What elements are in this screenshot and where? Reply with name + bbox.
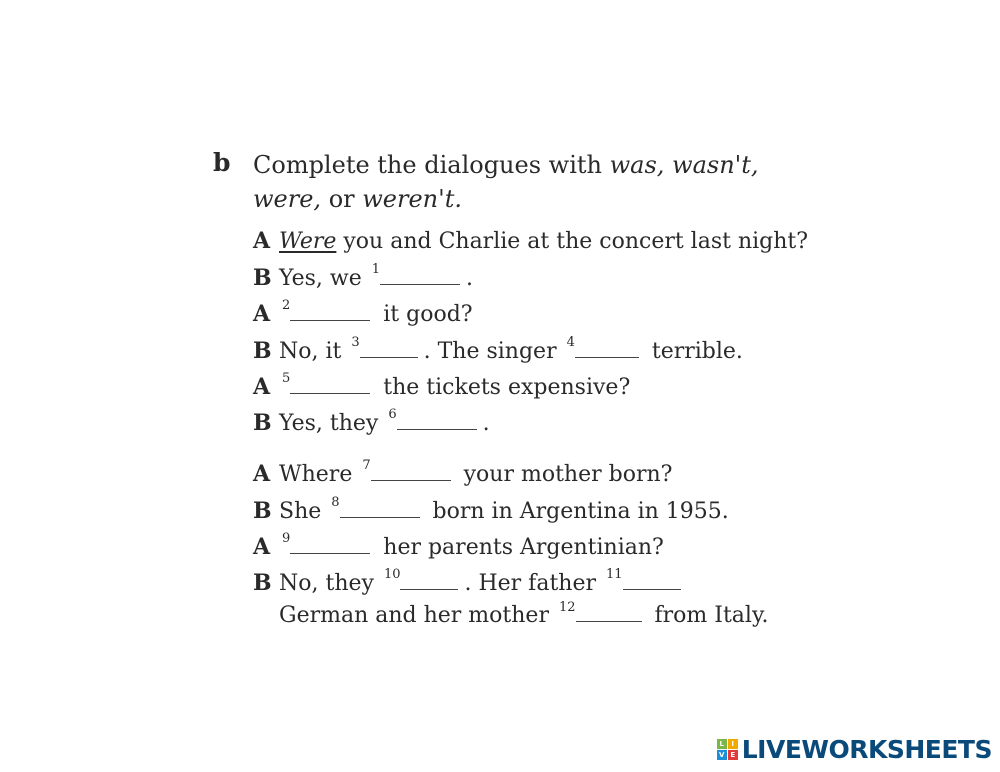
speaker-label: A xyxy=(253,301,271,327)
answer-blank-8[interactable] xyxy=(340,499,420,518)
line-text: it good? xyxy=(376,302,473,327)
gap-number: 9 xyxy=(282,531,291,546)
dialogue-line xyxy=(253,458,673,487)
line-text: from Italy. xyxy=(647,603,769,628)
dialogue-line xyxy=(253,262,474,291)
line-text: you and Charlie at the concert last night? xyxy=(336,229,809,254)
instruction-words: weren't. xyxy=(362,185,462,213)
speaker-label: B xyxy=(253,265,272,291)
gap-number: 6 xyxy=(388,407,397,422)
line-text: terrible. xyxy=(644,339,743,364)
answer-blank-3[interactable] xyxy=(360,339,418,358)
line-text: No, it xyxy=(279,339,349,364)
answer-blank-11[interactable] xyxy=(623,571,681,590)
line-text: Where xyxy=(279,462,360,487)
line-text: . xyxy=(466,266,474,291)
line-text: your mother born? xyxy=(456,462,673,487)
instruction-text: Complete the dialogues with xyxy=(253,151,610,179)
answer-blank-5[interactable] xyxy=(290,375,370,394)
line-text: . xyxy=(482,411,490,436)
gap-number: 4 xyxy=(566,335,575,350)
line-text: She xyxy=(279,499,329,524)
logo-tile: V xyxy=(717,750,727,760)
answer-blank-1[interactable] xyxy=(380,266,460,285)
line-text: No, they xyxy=(279,571,381,596)
speaker-label: B xyxy=(253,498,272,524)
answer-blank-2[interactable] xyxy=(290,302,370,321)
line-text: German and her mother xyxy=(279,603,556,628)
gap-number: 1 xyxy=(371,262,381,277)
dialogue-line xyxy=(253,600,769,628)
logo-tile: E xyxy=(728,750,738,760)
speaker-label: A xyxy=(253,534,271,560)
dialogue-line xyxy=(253,531,664,560)
gap-number: 12 xyxy=(558,600,576,615)
speaker-label: B xyxy=(253,410,272,436)
logo-tile: I xyxy=(728,739,738,749)
line-text: . The singer xyxy=(423,339,564,364)
dialogue-line xyxy=(253,407,490,436)
gap-number: 8 xyxy=(331,495,340,510)
speaker-label: B xyxy=(253,570,272,596)
gap-number: 7 xyxy=(362,458,371,473)
gap-number: 2 xyxy=(282,298,291,313)
instruction-text: or xyxy=(321,185,363,213)
logo-tile: L xyxy=(717,739,727,749)
exercise-letter: b xyxy=(213,148,231,177)
answer-blank-4[interactable] xyxy=(575,339,639,358)
line-text: her parents Argentinian? xyxy=(376,535,664,560)
example-answer: Were xyxy=(279,229,337,254)
line-text: born in Argentina in 1955. xyxy=(425,499,729,524)
line-text: Yes, we xyxy=(279,266,369,291)
instruction-words: were, xyxy=(253,185,322,213)
dialogue-line xyxy=(253,335,743,364)
dialogue-line xyxy=(253,567,687,596)
dialogue-line xyxy=(253,228,808,254)
instruction xyxy=(253,148,759,216)
gap-number: 3 xyxy=(351,335,360,350)
dialogue-line xyxy=(253,298,473,327)
speaker-label: B xyxy=(253,338,272,364)
logo-mark-icon xyxy=(717,739,738,760)
line-text: the tickets expensive? xyxy=(376,375,631,400)
instruction-words: was, wasn't, xyxy=(609,151,759,179)
gap-number: 10 xyxy=(383,567,401,582)
answer-blank-10[interactable] xyxy=(400,571,458,590)
line-text: Yes, they xyxy=(279,411,386,436)
answer-blank-12[interactable] xyxy=(576,603,642,622)
speaker-label: A xyxy=(253,374,271,400)
speaker-label: A xyxy=(253,461,271,487)
answer-blank-9[interactable] xyxy=(290,535,370,554)
brand-logo xyxy=(717,735,992,764)
dialogue-line xyxy=(253,371,631,400)
gap-number: 5 xyxy=(282,371,291,386)
answer-blank-6[interactable] xyxy=(397,411,477,430)
speaker-label: A xyxy=(253,228,271,254)
gap-number: 11 xyxy=(605,567,623,582)
brand-name: LIVEWORKSHEETS xyxy=(741,735,992,764)
dialogue-line xyxy=(253,495,729,524)
answer-blank-7[interactable] xyxy=(371,462,451,481)
line-text: . Her father xyxy=(464,571,603,596)
